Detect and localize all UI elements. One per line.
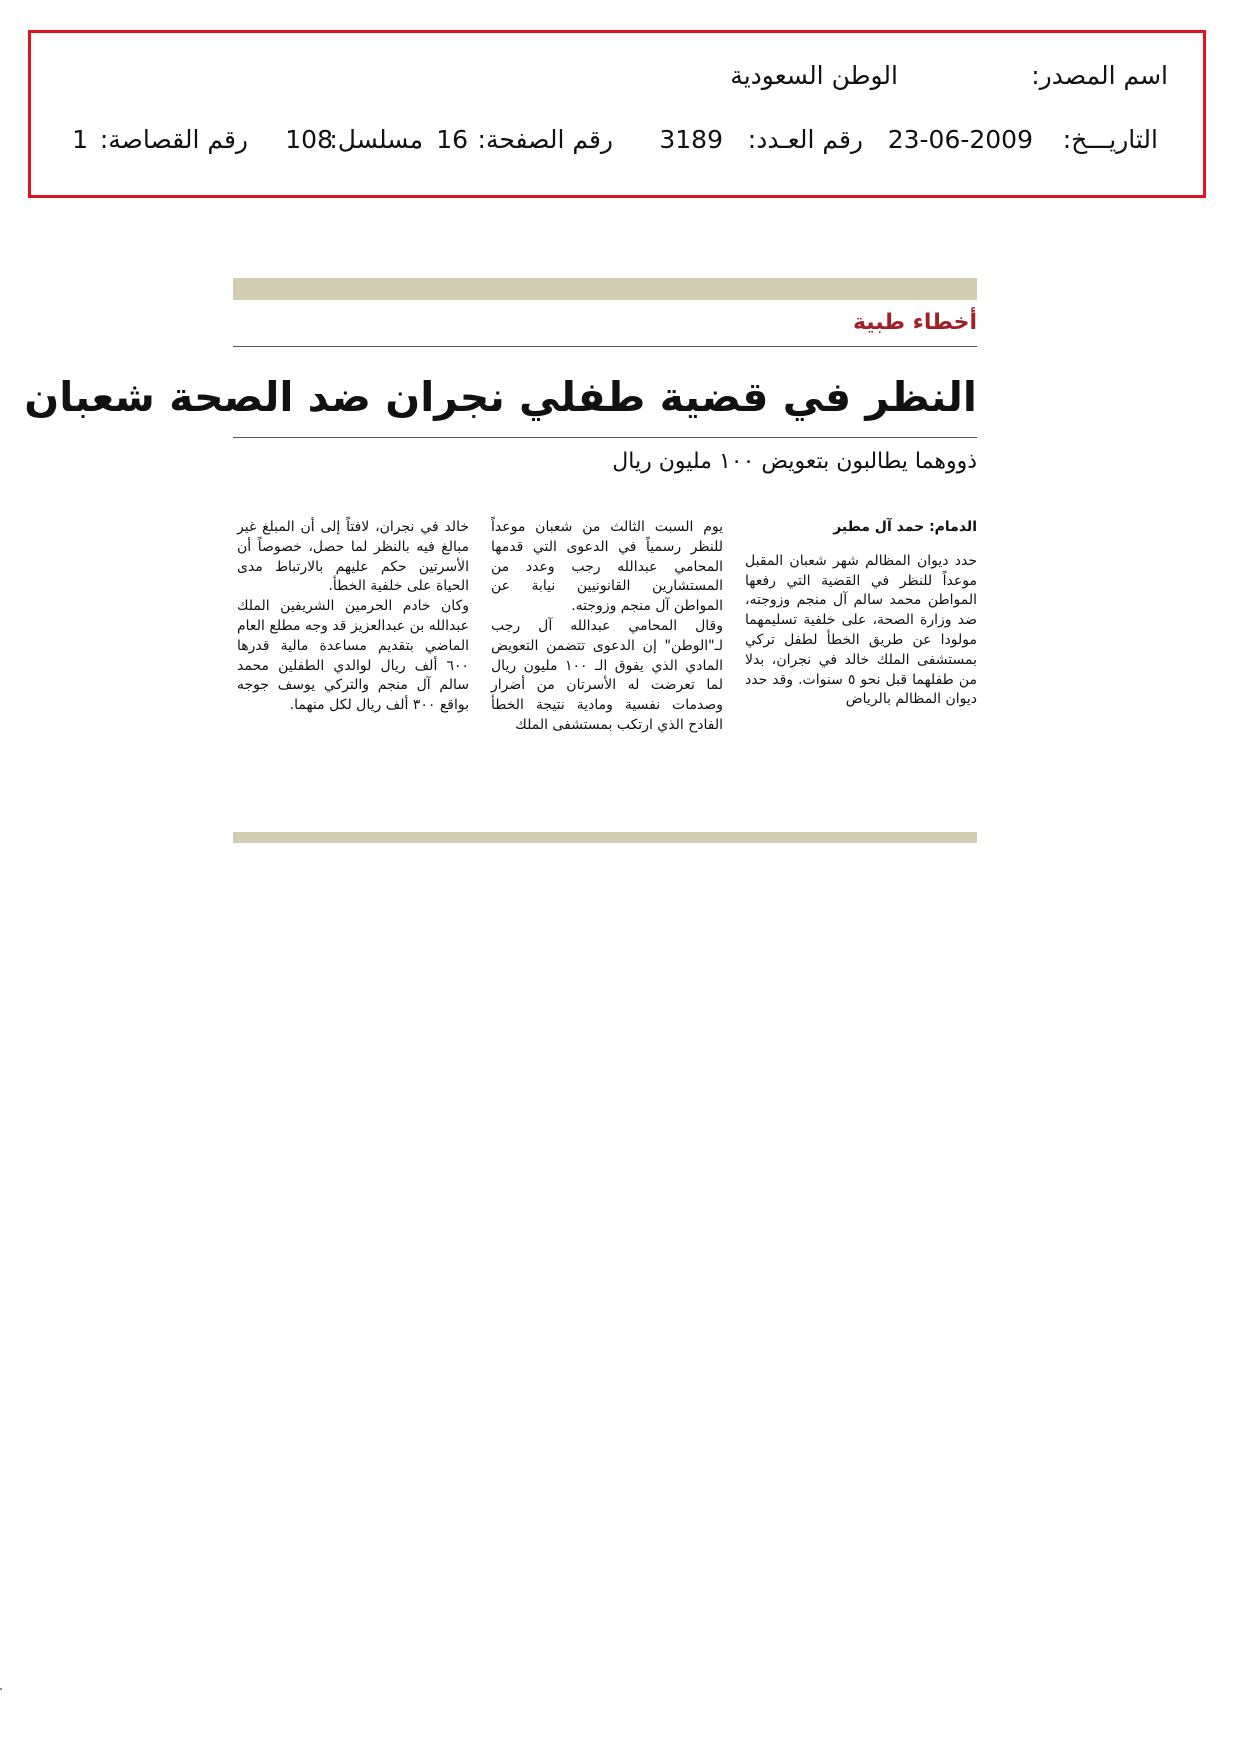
scan-speck: [0, 1688, 2, 1690]
source-label: اسم المصدر:: [1031, 61, 1168, 90]
source-value: الوطن السعودية: [730, 61, 898, 90]
article-paragraph: حدد ديوان المظالم شهر شعبان المقبل موعداً للنظر في القضية التي رفعها المواطن محمد سالم آل منجم وزوجته، ضد وزارة الصحة، على خلفية تسليمهما مولودا عن طريق الخطأ لطفل تركي بمستشفى الملك خالد في نجران، بدلا من طفلهما قبل نحو ٥ سنوات. وقد حدد ديوان المظالم بالرياض: [745, 552, 977, 708]
article-paragraph: يوم السبت الثالث من شعبان موعداً للنظر رسمياً في الدعوى التي قدمها المحامي عبدالله رجب وعدد من المستشارين القانونيين نيابة عن المواطن آل منجم وزوجته.: [491, 519, 723, 615]
issue-value: 3189: [659, 125, 723, 154]
article-byline: الدمام: حمد آل مطير: [833, 519, 977, 535]
date-label: التاريـــخ:: [1062, 125, 1158, 154]
article-paragraph: خالد في نجران، لافتاً إلى أن المبلغ غير مبالغ فيه بالنظر لما حصل، خصوصاً أن الأسرتين حكم عليهم بالارتباط مدى الحياة على خلفية الخطأ.: [237, 519, 469, 595]
article-column-2: [491, 518, 723, 736]
article-kicker: أخطاء طبية: [852, 310, 977, 335]
issue-label: رقم العـدد:: [747, 125, 863, 154]
article-columns: [233, 518, 977, 808]
bottom-band: [233, 832, 977, 843]
article-headline: النظر في قضية طفلي نجران ضد الصحة شعبان: [24, 373, 977, 421]
kicker-rule: [233, 346, 977, 347]
page-value: 16: [436, 125, 468, 154]
article-paragraph: وكان خادم الحرمين الشريفين الملك عبدالله بن عبدالعزيز قد وجه مطلع العام الماضي بتقديم مساعدة مالية قدرها ٦٠٠ ألف ريال لوالدي الطفلين محمد سالم آل منجم والتركي يوسف جوجه بواقع ٣٠٠ ألف ريال لكل منهما.: [237, 598, 469, 714]
article-subhead: ذووهما يطالبون بتعويض ١٠٠ مليون ريال: [612, 449, 977, 474]
article-column-3: [237, 518, 469, 716]
serial-value: 108: [285, 125, 333, 154]
top-band: [233, 278, 977, 300]
date-value: 23-06-2009: [887, 125, 1033, 154]
header-row-details: [31, 125, 1203, 165]
headline-rule: [233, 437, 977, 438]
article-paragraph: وقال المحامي عبدالله آل رجب لـ"الوطن" إن الدعوى تتضمن التعويض المادي الذي يفوق الـ ١٠٠ مليون ريال لما تعرضت له الأسرتان من أضرار وصدمات نفسية ومادية نتيجة الخطأ الفادح الذي ارتكب بمستشفى الملك: [491, 617, 723, 733]
header-row-source: [31, 61, 1203, 101]
clip-label: رقم القصاصة:: [99, 125, 248, 154]
clip-value: 1: [72, 125, 88, 154]
page-label: رقم الصفحة:: [477, 125, 613, 154]
serial-label: مسلسل:: [329, 125, 423, 154]
article-column-1: [745, 518, 977, 710]
news-article: [24, 278, 977, 733]
clipping-header: [28, 30, 1206, 198]
